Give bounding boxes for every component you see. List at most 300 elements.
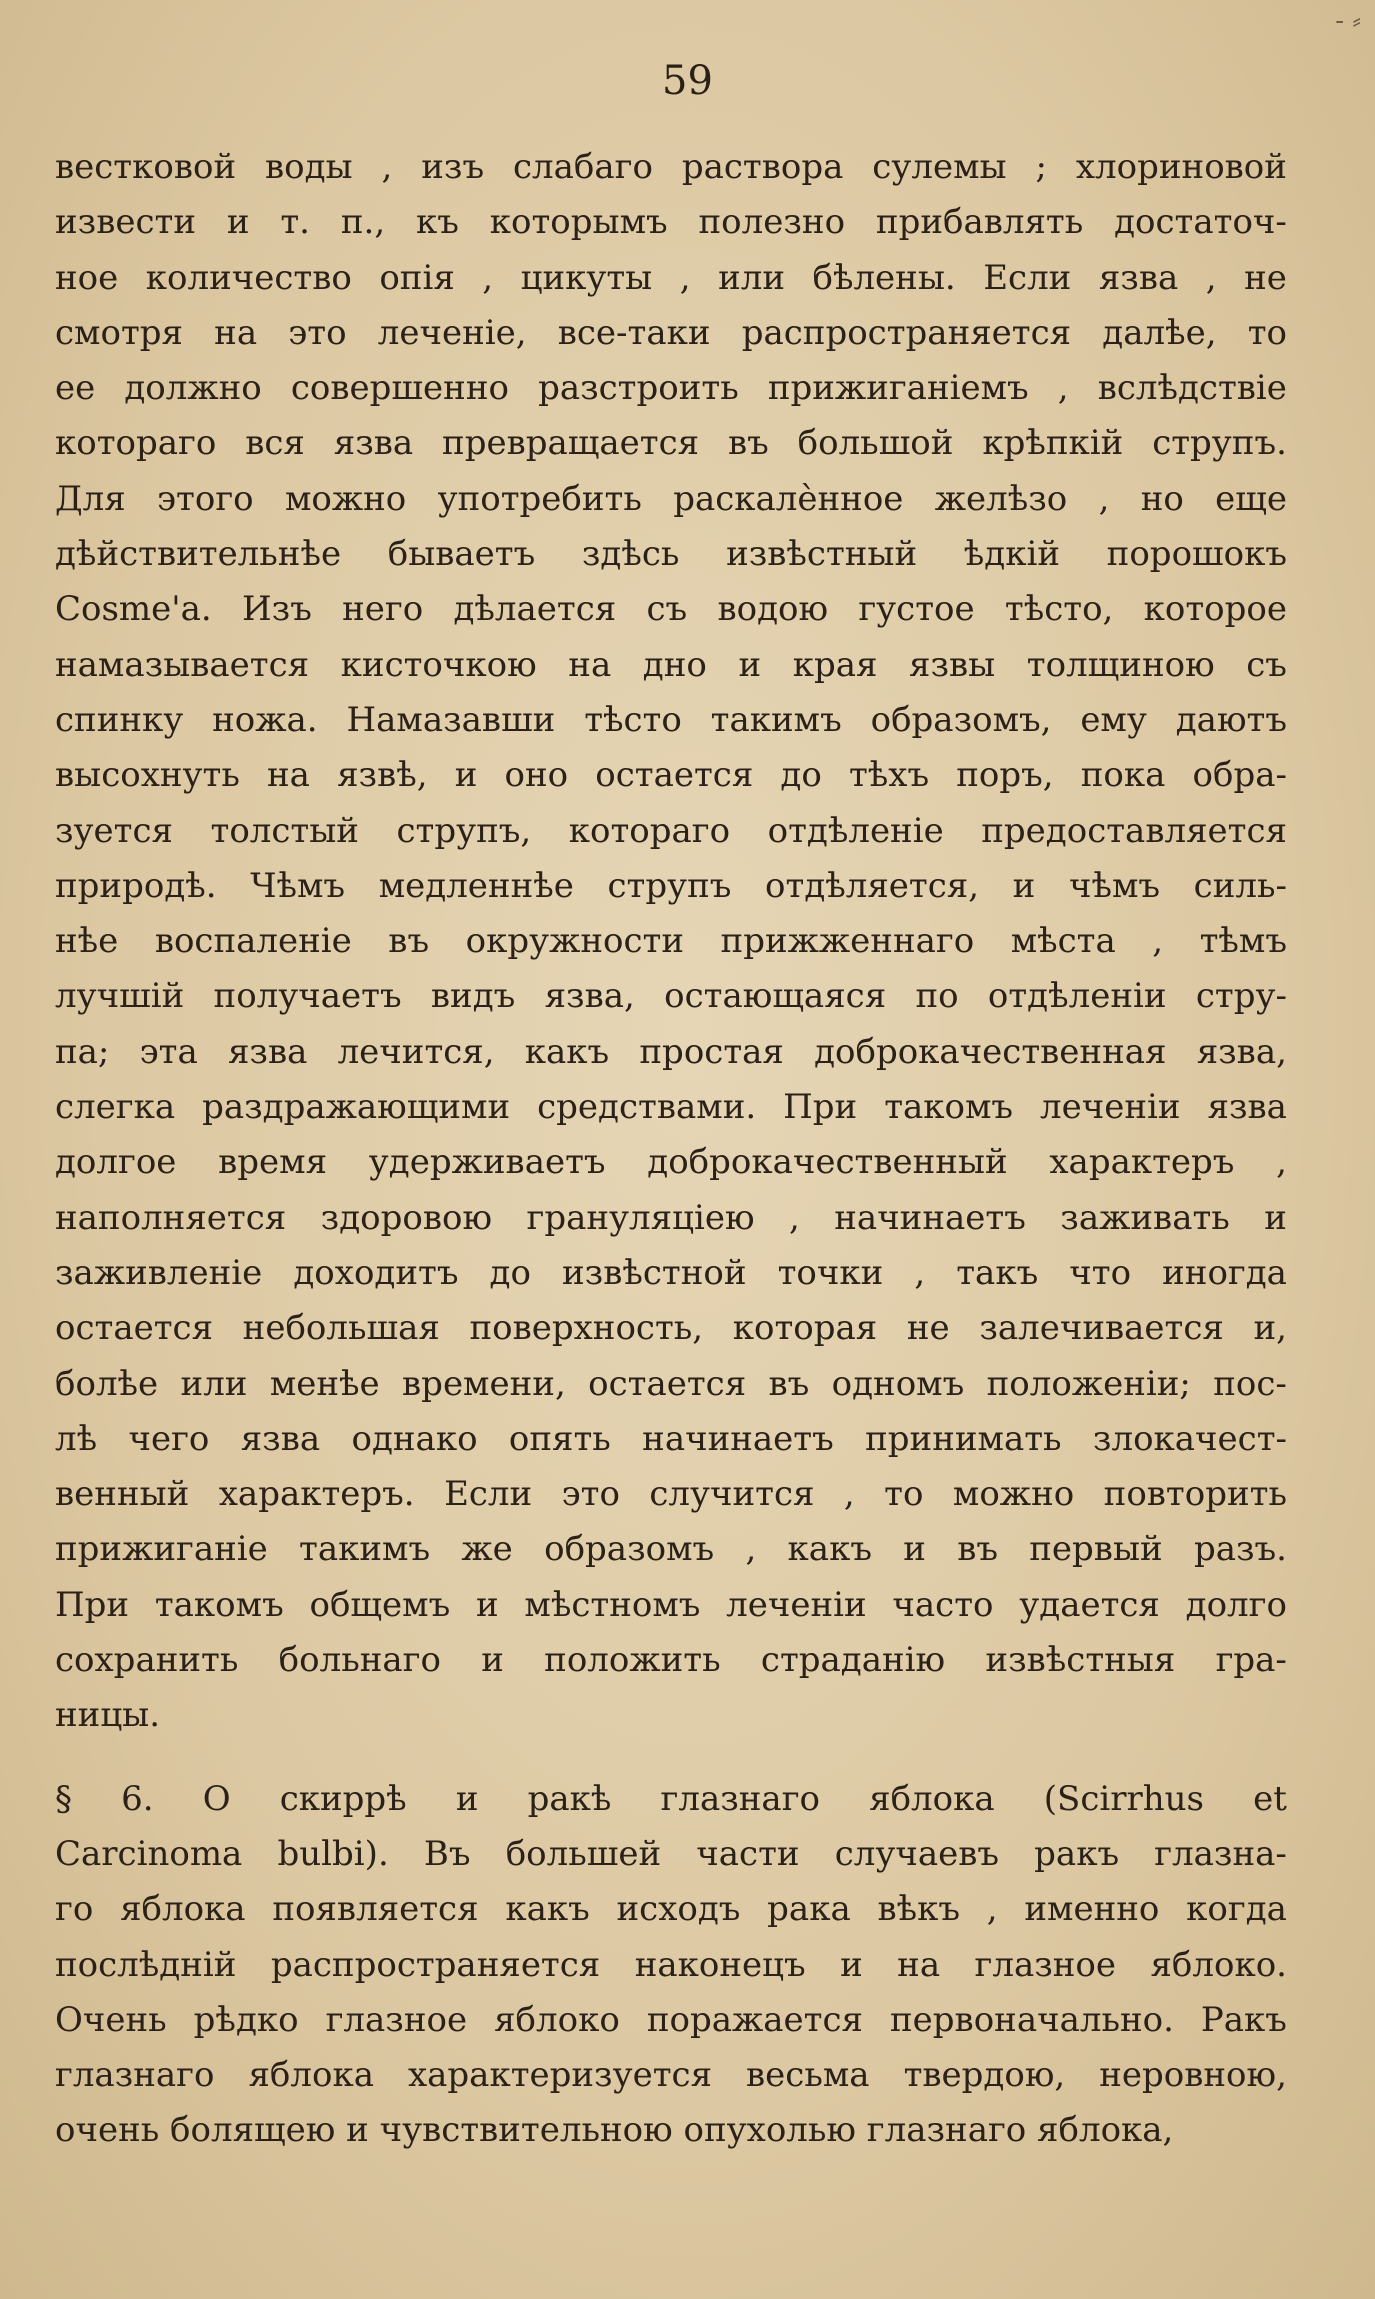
word: обра- [1192, 755, 1287, 796]
word: этого [157, 478, 254, 519]
word: наполняется [55, 1197, 287, 1238]
word: язвы [909, 644, 996, 685]
word: такомъ [884, 1087, 1014, 1128]
word: , [1205, 257, 1217, 298]
word: долгое [55, 1142, 177, 1183]
text-line [55, 195, 1287, 250]
word: отдѣленіи [987, 976, 1167, 1017]
word: на [214, 312, 258, 353]
word: появляется [272, 1889, 479, 1930]
word: до [780, 755, 822, 796]
word: чего [128, 1418, 210, 1459]
word: начинаетъ [642, 1418, 834, 1459]
word: образомъ [544, 1529, 715, 1570]
word: слегка [55, 1087, 176, 1128]
word: оно [504, 755, 569, 796]
word: силь- [1193, 865, 1287, 906]
word: грануляціею [526, 1197, 755, 1238]
text-line [55, 1246, 1287, 1301]
word: видъ [430, 976, 516, 1017]
text-line [55, 638, 1287, 693]
word: язва [1207, 1087, 1287, 1128]
text-line [55, 1025, 1287, 1080]
word: положить [544, 1640, 721, 1681]
word: и [1012, 865, 1036, 906]
text-line [55, 693, 1287, 748]
word: Очень [55, 1999, 167, 2040]
word: разъ. [1193, 1529, 1287, 1570]
text-line [55, 251, 1287, 306]
word: Въ [423, 1833, 471, 1874]
word: получаетъ [213, 976, 402, 1017]
word: Намазавши [346, 699, 556, 740]
text-line [55, 361, 1287, 416]
word: язва, [544, 976, 635, 1017]
word: Если [983, 257, 1072, 298]
word: превращается [442, 423, 700, 464]
word: спинку [55, 699, 184, 740]
word: на [568, 644, 612, 685]
word: дѣлается [453, 589, 617, 630]
word: однако [351, 1418, 478, 1459]
word: Изъ [242, 589, 312, 630]
word: , [1276, 1142, 1287, 1183]
word: на [897, 1944, 941, 1985]
text-line [55, 1467, 1287, 1522]
text-line [55, 1993, 1287, 2048]
word: на [267, 755, 310, 796]
word: , [1057, 368, 1069, 409]
word: глазное [974, 1944, 1117, 1985]
word: , [482, 257, 494, 298]
word: , [679, 257, 691, 298]
word: и [1264, 1197, 1287, 1238]
paragraph-1 [55, 140, 1287, 1744]
word: страданію [760, 1640, 946, 1681]
word: яблоко [494, 1999, 620, 2040]
word: , [1152, 921, 1164, 962]
word: и [455, 1778, 479, 1819]
page-text [55, 140, 1287, 2159]
word: леченіе, [377, 312, 527, 353]
word: опія [379, 257, 455, 298]
word: начинаетъ [834, 1197, 1026, 1238]
word: Для [55, 478, 126, 519]
word: толстый [210, 810, 359, 851]
word: пос- [1213, 1363, 1287, 1404]
word: глазное [325, 1999, 468, 2040]
word: Cosme'a. [55, 589, 212, 630]
word: яблока [248, 2055, 374, 2096]
word: по [915, 976, 959, 1017]
word: § [55, 1778, 72, 1819]
word: и [454, 755, 478, 796]
word: дѣйствительнѣе [55, 534, 342, 575]
word: времени, [402, 1363, 566, 1404]
word: воды [265, 147, 353, 187]
word: бѣлены. [812, 257, 956, 298]
word: и [738, 644, 762, 685]
text-line [55, 1827, 1287, 1882]
text-line [55, 1080, 1287, 1135]
word: окружности [465, 921, 685, 962]
word: то [1247, 312, 1287, 353]
word: можно [952, 1474, 1075, 1515]
word: леченіи [1040, 1087, 1181, 1128]
word: остается [588, 1363, 747, 1404]
word: полезно [698, 202, 846, 243]
word: повторить [1103, 1474, 1287, 1515]
word: яблоко. [1150, 1944, 1287, 1985]
word: воспаленіе [154, 921, 352, 962]
text-line [55, 1301, 1287, 1356]
word: ное [55, 257, 119, 298]
word: то [884, 1474, 924, 1515]
word: простая [639, 1031, 784, 1072]
word: доброкачественный [647, 1142, 1008, 1183]
word: Если [444, 1474, 533, 1515]
word: съ [646, 589, 688, 630]
word: предоставляется [981, 810, 1287, 851]
word: но [1140, 478, 1184, 519]
word: , [745, 1529, 757, 1570]
word: , [986, 1889, 998, 1930]
word: удается [1019, 1584, 1160, 1625]
word: О [202, 1778, 231, 1819]
word: наконецъ [634, 1944, 806, 1985]
word: густое [858, 589, 975, 630]
word: такомъ [154, 1584, 284, 1625]
text-line [55, 914, 1287, 969]
word: какъ [524, 1031, 610, 1072]
text-line-content: очень болящею и чувствительною опухолью глазнаго яблока, [55, 2110, 1174, 2151]
text-line [55, 582, 1287, 637]
word: залечивается [979, 1308, 1224, 1349]
word: яблока [869, 1778, 995, 1819]
word: смотря [55, 312, 183, 353]
word: или [718, 257, 785, 298]
word: тѣсто [584, 699, 682, 740]
text-line [55, 1633, 1287, 1688]
word: небольшая [242, 1308, 440, 1349]
word: струпъ [607, 865, 732, 906]
word: извѣстный [726, 534, 918, 575]
word: стру- [1195, 976, 1287, 1017]
word: эта [139, 1031, 198, 1072]
word: ножа. [212, 699, 318, 740]
word: поражается [646, 1999, 863, 2040]
word: доброкачественная [814, 1031, 1167, 1072]
word: скиррѣ [279, 1778, 407, 1819]
word: весьма [746, 2055, 870, 2096]
word: и [481, 1640, 504, 1681]
word: хлориновой [1075, 147, 1287, 187]
word: ракѣ [527, 1778, 612, 1819]
word: зуется [55, 810, 173, 851]
word: крѣпкій [982, 423, 1124, 464]
word: большей [505, 1833, 662, 1874]
word: съ [1246, 644, 1287, 685]
word: язва [240, 1418, 321, 1459]
word: часто [892, 1584, 994, 1625]
word: употребить [437, 478, 642, 519]
word: даютъ [1175, 699, 1287, 740]
word: , [789, 1197, 800, 1238]
word: лучшій [55, 976, 185, 1017]
word: не [906, 1308, 950, 1349]
word: кисточкою [340, 644, 537, 685]
word: менѣе [269, 1363, 380, 1404]
word: доходитъ [293, 1252, 459, 1293]
word: заживать [1060, 1197, 1230, 1238]
word: точки [777, 1252, 884, 1293]
word: язва [227, 1031, 308, 1072]
word: дно [642, 644, 707, 685]
word: болѣе [55, 1363, 159, 1404]
paragraph-2 [55, 1772, 1287, 2159]
word: извѣстныя [985, 1640, 1176, 1681]
text-line [55, 1135, 1287, 1190]
word: неровною, [1099, 2055, 1287, 2096]
word: высохнуть [55, 755, 240, 796]
word: язвѣ, [337, 755, 428, 796]
word: части [696, 1833, 800, 1874]
word: язва [333, 423, 414, 464]
word: далѣе, [1102, 312, 1217, 353]
word: положеніи; [986, 1363, 1191, 1404]
word: извѣстной [562, 1252, 747, 1293]
word: въ [727, 423, 769, 464]
word: совершенно [290, 368, 509, 409]
page-number: 59 [662, 58, 713, 104]
word: характеръ. [218, 1474, 415, 1515]
word: остается [55, 1308, 214, 1349]
word: пока [1080, 755, 1166, 796]
word: мѣстномъ [524, 1584, 701, 1625]
word: 6. [121, 1778, 154, 1819]
word: п., [340, 202, 386, 243]
word: долго [1185, 1584, 1287, 1625]
text-line [55, 859, 1287, 914]
text-line-content: ницы. [55, 1695, 161, 1736]
word: первоначально. [890, 1999, 1174, 2040]
word: исходъ [616, 1889, 741, 1930]
word: въ [388, 921, 430, 962]
word: прибавлять [875, 202, 1084, 243]
word: характеризуется [407, 2055, 713, 2096]
word: это [561, 1474, 620, 1515]
text-line [55, 2103, 1287, 2158]
word: именно [1024, 1889, 1160, 1930]
word: распространяется [741, 312, 1072, 353]
word: случаевъ [834, 1833, 1000, 1874]
text-line [55, 1191, 1287, 1246]
word: которая [732, 1308, 878, 1349]
text-line [55, 416, 1287, 471]
word: bulbi). [277, 1833, 389, 1874]
word: и [475, 1584, 499, 1625]
word: рѣдко [193, 1999, 299, 2040]
word: , [381, 147, 393, 187]
word: При [55, 1584, 130, 1625]
word: вѣкъ [877, 1889, 961, 1930]
word: какъ [505, 1889, 590, 1930]
word: послѣдній [55, 1944, 237, 1985]
word: и [903, 1529, 926, 1570]
text-line [55, 1357, 1287, 1412]
word: При [783, 1087, 858, 1128]
word: венный [55, 1474, 190, 1515]
word: въ [957, 1529, 998, 1570]
text-line [55, 1772, 1287, 1827]
text-line [55, 140, 1287, 195]
word: т. [280, 202, 310, 243]
word: извести [55, 202, 196, 243]
word: еще [1215, 478, 1287, 519]
word: остающаяся [664, 976, 887, 1017]
word: бываетъ [387, 534, 536, 575]
word: et [1253, 1778, 1287, 1819]
word: что [1069, 1252, 1132, 1293]
word: глазна- [1154, 1833, 1287, 1874]
word: не [1244, 257, 1287, 298]
word: гра- [1215, 1640, 1287, 1681]
word: котораго [568, 810, 731, 851]
word: сохранить [55, 1640, 239, 1681]
word: вслѣдствіе [1097, 368, 1287, 409]
word: отдѣляется, [765, 865, 980, 906]
word: вестковой [55, 147, 237, 187]
word: па; [55, 1031, 110, 1072]
word: случится [649, 1474, 815, 1515]
word: раздражающими [202, 1087, 511, 1128]
word: опять [508, 1418, 611, 1459]
text-line [55, 527, 1287, 582]
word: го [55, 1889, 94, 1930]
text-line [55, 1412, 1287, 1467]
word: такимъ [710, 699, 842, 740]
word: до [489, 1252, 531, 1293]
paragraph-gap [55, 1744, 1287, 1772]
text-line [55, 804, 1287, 859]
word: первый [1029, 1529, 1163, 1570]
word: тѣсто, [1004, 589, 1114, 630]
word: которымъ [489, 202, 668, 243]
text-line [55, 1522, 1287, 1577]
word: поръ, [956, 755, 1054, 796]
word: такимъ [299, 1529, 431, 1570]
word: нѣе [55, 921, 119, 962]
word: ее [55, 368, 96, 409]
word: котораго [55, 423, 217, 464]
word: Ракъ [1200, 1999, 1287, 2040]
word: заживленіе [55, 1252, 263, 1293]
word: ракъ [1034, 1833, 1120, 1874]
word: прижиганіе [55, 1529, 268, 1570]
word: твердою, [903, 2055, 1066, 2096]
word: леченіи [726, 1584, 867, 1625]
word: прижженнаго [720, 921, 975, 962]
word: рака [767, 1889, 851, 1930]
word: поверхность, [469, 1308, 704, 1349]
word: изъ [421, 147, 485, 187]
word: , [914, 1252, 926, 1293]
word: язва, [1196, 1031, 1287, 1072]
text-line [55, 1578, 1287, 1633]
word: остается [595, 755, 754, 796]
word: когда [1186, 1889, 1287, 1930]
word: края [792, 644, 878, 685]
word: злокачест- [1092, 1418, 1287, 1459]
word: какъ [787, 1529, 872, 1570]
word: здѣсь [581, 534, 680, 575]
word: тѣхъ [848, 755, 930, 796]
word: него [342, 589, 424, 630]
word: , [843, 1474, 855, 1515]
word: ѣдкій [963, 534, 1061, 575]
word: чѣмъ [1068, 865, 1161, 906]
text-line [55, 306, 1287, 361]
word: должно [124, 368, 262, 409]
word: струпъ, [396, 810, 532, 851]
word: язва [1098, 257, 1179, 298]
word: раствора [681, 147, 844, 187]
word: сулемы [872, 147, 1007, 187]
word: цикуты [520, 257, 653, 298]
word: иногда [1162, 1252, 1287, 1293]
word: это [288, 312, 347, 353]
text-line [55, 472, 1287, 527]
word: толщиною [1026, 644, 1215, 685]
text-line [55, 1688, 1287, 1743]
word: тѣмъ [1199, 921, 1287, 962]
word: отдѣленіе [767, 810, 944, 851]
word: можно [284, 478, 407, 519]
word: общемъ [309, 1584, 451, 1625]
word: мѣста [1010, 921, 1116, 962]
word: лѣ [55, 1418, 98, 1459]
word: ему [1080, 699, 1147, 740]
word: слабаго [513, 147, 653, 187]
word: вся [245, 423, 305, 464]
word: время [218, 1142, 328, 1183]
word: большой [797, 423, 954, 464]
word: удерживаетъ [368, 1142, 606, 1183]
text-line [55, 748, 1287, 803]
text-line [55, 1882, 1287, 1937]
word: , [1098, 478, 1110, 519]
word: достаточ- [1114, 202, 1287, 243]
word: порошокъ [1106, 534, 1287, 575]
word: яблока [120, 1889, 246, 1930]
text-line [55, 2048, 1287, 2103]
word: одномъ [831, 1363, 965, 1404]
word: образомъ, [870, 699, 1052, 740]
word: больнаго [278, 1640, 441, 1681]
corner-mark: - ⸗ [1335, 6, 1361, 36]
word: разстроить [538, 368, 739, 409]
word: средствами. [537, 1087, 757, 1128]
word: характеръ [1049, 1142, 1235, 1183]
word: и, [1253, 1308, 1287, 1349]
word: струпъ. [1152, 423, 1287, 464]
word: здоровою [320, 1197, 493, 1238]
word: природѣ. [55, 865, 217, 906]
word: прижиганіемъ [767, 368, 1029, 409]
word: въ [768, 1363, 810, 1404]
text-line [55, 1938, 1287, 1993]
word: которое [1143, 589, 1287, 630]
